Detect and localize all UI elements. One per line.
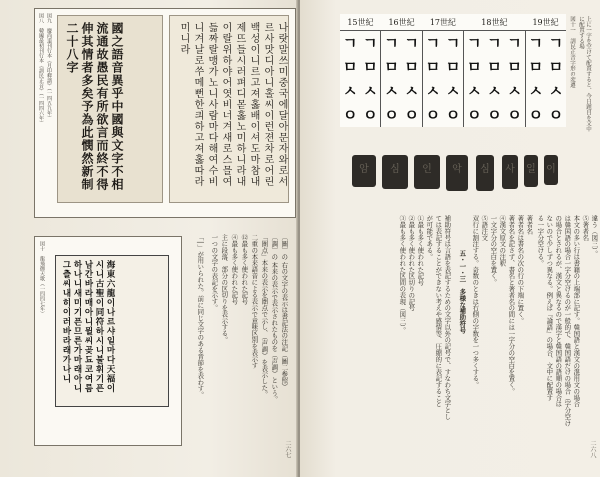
glyph-cell: ㄱ <box>464 31 485 56</box>
type-block: 악 <box>446 155 468 191</box>
side-note: 上に一字を空けて配置すると、今日題目を文中に配置する場 <box>578 16 591 132</box>
glyph-cell: ㅇ <box>487 106 502 124</box>
table-row <box>340 31 566 56</box>
type-block: 암 <box>352 155 376 187</box>
body-line: が可能である。 <box>425 215 434 260</box>
hangul-evolution-table <box>340 14 566 127</box>
header-17c: 17世紀 <box>422 14 463 31</box>
glyph-cell: ㅁ <box>342 58 358 76</box>
glyph-cell: ㅁ <box>422 55 443 79</box>
glyph-cell: ㅁ <box>381 55 402 79</box>
header-18c: 18世紀 <box>464 14 526 31</box>
body-line: ⑤著者名 <box>581 215 590 241</box>
glyph-cell: ㄱ <box>342 34 358 52</box>
table-header-row <box>340 14 566 31</box>
table-caption: 図十一 訓民正音字形の変遷 <box>569 16 575 88</box>
table-row <box>340 55 566 79</box>
page-number-left: 二六七 <box>284 440 291 458</box>
glyph-cell: ㅅ <box>381 79 402 103</box>
book-scan-hanja: 國之語音異乎中國與文字不相流通故愚民有所欲言而終不得伸其情者多矣予為此憫然新制二十八字 <box>57 15 163 203</box>
glyph-cell: ㅁ <box>548 58 564 76</box>
glyph-cell: ㅇ <box>445 106 461 124</box>
glyph-cell: ㅁ <box>445 58 461 76</box>
body-line: 一つの文字の表記を示す。 <box>210 234 219 311</box>
glyph-cell: ㅅ <box>487 82 502 100</box>
header-15c: 15世紀 <box>340 14 381 31</box>
book-scan-hangul: 나랏말쓰미중국에달아문자와로서르사맛디아니홀씨이런젼차로어린백성이니르고져홇배이셔도마참내제뜨들시러펴디몯홇노미하니라내이랄위하야어엿비너겨새로스믈여듧짜랄맹가노니사람마다해여수비니겨날로쑤메뻔한킈하고져홇따라미니라 <box>169 15 289 203</box>
figure-caption-1: 図八 韓國最初刊行本《訓民正音》（一四四六年） <box>38 13 44 126</box>
left-page <box>0 0 298 477</box>
glyph-cell: ㅁ <box>487 58 502 76</box>
glyph-cell: ㅁ <box>404 58 419 76</box>
glyph-cell: ㄱ <box>525 31 546 56</box>
glyph-cell: ㅇ <box>381 103 402 127</box>
glyph-cell: ㅇ <box>548 106 564 124</box>
glyph-cell: ㅅ <box>363 82 378 100</box>
body-line: 主に段落、部分の区切りを表示する。 <box>220 234 229 343</box>
glyph-cell: ㅇ <box>404 106 419 124</box>
type-block: 심 <box>382 155 408 189</box>
body-line: 違う（図三）。 <box>590 215 599 257</box>
type-block: 사 <box>502 155 518 189</box>
body-line: 「圏点」本来の表示を圏点で示し、（声調）を表示した。 <box>260 234 269 398</box>
glyph-cell: ㅅ <box>464 79 485 103</box>
body-line: る一字分空ける。 <box>536 215 545 267</box>
body-line: ④漢文原文の注釈 <box>498 215 507 267</box>
glyph-cell: ㅁ <box>363 58 378 76</box>
type-block: 일 <box>524 155 538 187</box>
glyph-cell: ㄱ <box>363 34 378 52</box>
glyph-cell: ㅅ <box>548 82 564 100</box>
type-block: 이 <box>544 155 558 185</box>
body-line: 〔調〕の 本来の表示で表示されたものを（声調）という。 <box>270 234 279 403</box>
type-block: 심 <box>476 155 494 191</box>
body-line: ⑤語注文 <box>480 215 489 241</box>
glyph-cell: ㄱ <box>487 34 502 52</box>
glyph-cell: ㅇ <box>525 103 546 127</box>
glyph-cell: ㅇ <box>422 103 443 127</box>
body-line: 二重の本来語音による表示で意味区別を表示す <box>250 234 259 369</box>
type-block: 인 <box>414 155 440 189</box>
page-number-right: 二六八 <box>589 440 596 458</box>
body-line: ④最も多く使われた記号 <box>230 234 239 305</box>
body-line: の場合とされるが、漢文と異なるので漢字と韓国語の語順の場合は <box>554 215 563 407</box>
body-line: ないので少しずつ異なる。例えば『論語』の場合、文中に配置す <box>545 215 554 401</box>
glyph-cell: ㄱ <box>381 31 402 56</box>
section-title: 五・一・三 多様な補助符号 <box>458 250 467 334</box>
glyph-cell: ㄱ <box>404 34 419 52</box>
glyph-cell: ㅅ <box>445 82 461 100</box>
glyph-cell: ㅇ <box>342 106 358 124</box>
glyph-cell: ㅅ <box>404 82 419 100</box>
body-line: 「│」が用いられた。前に同じ文字のある音節を表わす。 <box>196 234 205 398</box>
header-19c: 19世紀 <box>525 14 566 31</box>
body-line: は韓国語の場合一字分空けるのが一般的で、韓国語だけの場合（字分空け <box>563 215 572 427</box>
glyph-cell: ㄱ <box>422 31 443 56</box>
glyph-cell: ㄱ <box>445 34 461 52</box>
body-line: ては表記することができない考えや感情等、圧縮的に表記すること <box>434 215 443 407</box>
body-line: 著者名 <box>525 215 534 235</box>
body-line: 双行に割注する。奇数のときは右側の字数を一つ多くする。 <box>471 215 480 388</box>
book-scan-dark: 海東六龍이나르샤일마다天福이시니古聖이同符하시니불휘기픈남간바라매아니뮐씨곶됴코여름하나니새미기픈므른가마래아니그츨씨내히이러바라래가나니 <box>55 255 169 407</box>
glyph-cell: ㅇ <box>464 103 485 127</box>
figure-caption-3: 図十 龍飛御天歌（一四四七年） <box>39 241 45 316</box>
glyph-cell: ㅁ <box>525 55 546 79</box>
glyph-cell: ㅇ <box>363 106 378 124</box>
glyph-cell: ㅁ <box>507 58 522 76</box>
body-line: 一文字分の空白を置く。 <box>489 215 498 286</box>
glyph-cell: ㄱ <box>507 34 522 52</box>
body-line: ⑫最も多く使われた記号 <box>240 234 249 305</box>
table-row <box>340 103 566 127</box>
figure-bottom <box>34 236 182 446</box>
body-line: ②最も多く使われた区切りの記号 <box>407 215 416 311</box>
glyph-cell: ㅅ <box>422 79 443 103</box>
glyph-cell: ㅅ <box>342 82 358 100</box>
body-line: 〔圖〕の 右の文字の表示は書記法の注記（圖二参照） <box>280 234 289 390</box>
table-row <box>340 79 566 103</box>
glyph-cell: ㅇ <box>507 106 522 124</box>
figure-caption-2: 図九 慶尚道刊行本《月印釋譜》（一四五九年） <box>46 13 52 121</box>
figure-top-left <box>34 8 296 218</box>
body-line: 著者名を記さず、書名と著者名の間には一字分の空白を置く。 <box>507 215 516 395</box>
glyph-cell: ㅁ <box>464 55 485 79</box>
header-16c: 16世紀 <box>381 14 422 31</box>
metal-type-photo <box>352 155 562 195</box>
glyph-cell: ㅅ <box>507 82 522 100</box>
body-line: ③最も多く使われた区間の表現（図三）。 <box>398 215 407 334</box>
body-line: 著者名は書名の次の行の下端に置く。 <box>516 215 525 324</box>
body-line: 本文の多い行は書籍の上端部に記す。韓国語と漢文の混用文の場合 <box>572 215 581 407</box>
body-line: 補助符号は言語を表記するための文字以外の記号で、すなわち文字とし <box>443 215 452 420</box>
glyph-cell: ㄱ <box>548 34 564 52</box>
right-page <box>300 0 600 477</box>
glyph-cell: ㅅ <box>525 79 546 103</box>
body-line: ①最も多く使われた記号 <box>416 215 425 286</box>
